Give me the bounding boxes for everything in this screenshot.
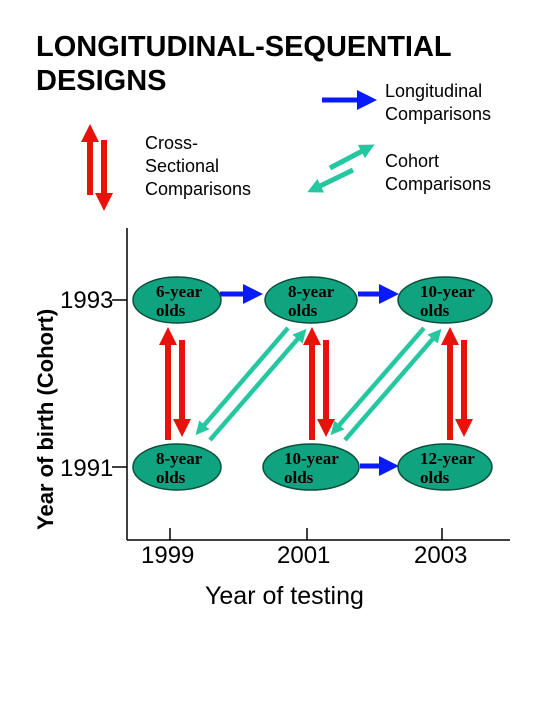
node-label-line: 10-year xyxy=(420,282,475,301)
legend-cross-line2: Sectional xyxy=(145,156,220,176)
node-label-line: 12-year xyxy=(420,449,475,468)
node-label-line: olds xyxy=(288,301,318,320)
x-tick-label-2003: 2003 xyxy=(414,542,468,569)
node-label-1991-2001 xyxy=(284,449,339,487)
node-label-line: 8-year xyxy=(288,282,335,301)
legend-teal-arrow-down xyxy=(314,170,353,189)
node-label-1991-1999 xyxy=(156,449,202,487)
y-tick-label-1993: 1993 xyxy=(60,287,114,314)
node-label-1993-2001 xyxy=(288,282,334,320)
cohort-arrow-2-down xyxy=(335,328,424,430)
legend-cross-line1: Cross- xyxy=(145,133,198,153)
node-label-1991-2003 xyxy=(420,449,475,487)
node-label-line: olds xyxy=(156,468,186,487)
node-label-line: olds xyxy=(420,301,450,320)
legend-cohort-line2: Comparisons xyxy=(385,174,492,194)
node-label-line: olds xyxy=(156,301,186,320)
legend-longitudinal-line1: Longitudinal xyxy=(385,81,483,101)
node-label-1993-2003 xyxy=(420,282,475,320)
cohort-arrow-1-down xyxy=(200,328,288,430)
y-tick-label-1991: 1991 xyxy=(60,455,114,482)
x-tick-label-2001: 2001 xyxy=(277,542,331,569)
node-label-line: olds xyxy=(284,468,314,487)
title-line-2: DESIGNS xyxy=(36,65,167,97)
node-label-line: 8-year xyxy=(156,449,203,468)
title-line-1: LONGITUDINAL-SEQUENTIAL xyxy=(36,31,452,63)
node-label-line: 6-year xyxy=(156,282,203,301)
x-axis-title: Year of testing xyxy=(205,582,364,610)
x-tick-label-1999: 1999 xyxy=(141,542,195,569)
cohort-arrow-1-up xyxy=(210,334,302,440)
node-label-line: olds xyxy=(420,468,450,487)
y-axis-title: Year of birth (Cohort) xyxy=(33,308,58,530)
cohort-arrow-2-up xyxy=(345,334,437,440)
legend-teal-arrow-up xyxy=(330,148,368,168)
node-label-1993-1999 xyxy=(156,282,202,320)
node-label-line: 10-year xyxy=(284,449,339,468)
legend-cohort-line1: Cohort xyxy=(385,151,440,171)
legend-longitudinal-line2: Comparisons xyxy=(385,104,492,124)
legend-cross-line3: Comparisons xyxy=(145,179,252,199)
